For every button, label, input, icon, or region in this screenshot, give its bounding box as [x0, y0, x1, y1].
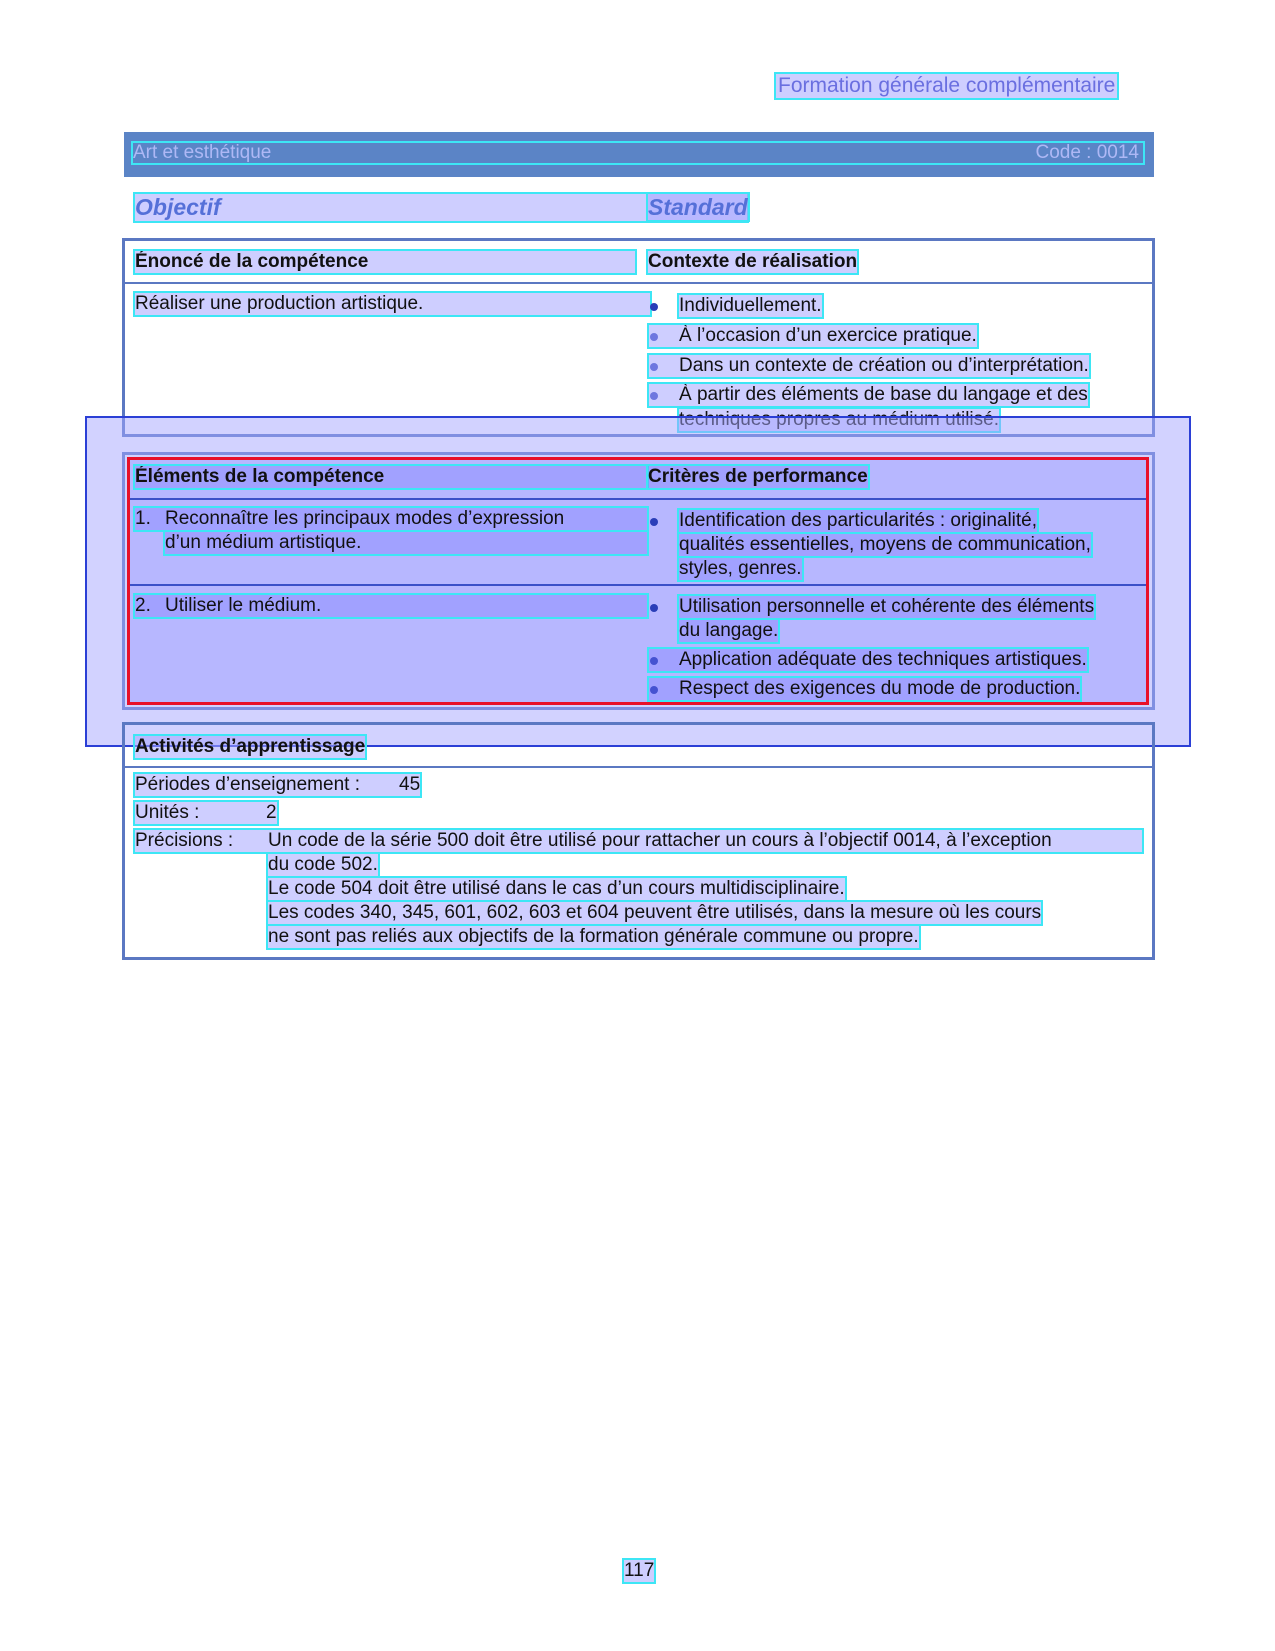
contexte-item: Dans un contexte de création ou d’interprétation.: [649, 355, 1089, 377]
contexte-item: Individuellement.: [679, 295, 822, 316]
unites-row: [135, 802, 277, 824]
precisions-line: Les codes 340, 345, 601, 602, 603 et 604 peuvent être utilisés, dans la mesure où les cours: [268, 902, 1042, 923]
precisions-line: Un code de la série 500 doit être utilisé pour rattacher un cours à l’objectif 0014, à l’exception: [268, 830, 1052, 851]
periodes-value: 45: [399, 774, 421, 795]
critere-item: Identification des particularités : originalité,: [679, 510, 1038, 531]
element-number: 1.: [135, 508, 151, 529]
precisions-row: [135, 830, 1142, 852]
enonce-text: Réaliser une production artistique.: [135, 293, 650, 315]
bullet-icon: [650, 518, 658, 526]
critere-item: Application adéquate des techniques artistiques.: [649, 649, 1087, 671]
bullet-icon: [650, 604, 658, 612]
element-text: Reconnaître les principaux modes d’expression: [165, 508, 565, 529]
critere-item: Utilisation personnelle et cohérente des éléments: [679, 596, 1095, 617]
critere-item: Respect des exigences du mode de production.: [649, 678, 1080, 700]
divider: [130, 584, 1146, 586]
element-text: Utiliser le médium.: [165, 595, 322, 616]
critere-item-continued: du langage.: [679, 620, 779, 641]
critere-item-continued: styles, genres.: [679, 558, 802, 579]
periodes-label: Périodes d’enseignement :: [135, 774, 360, 795]
precisions-line: du code 502.: [268, 854, 378, 875]
document-section-header: Formation générale complémentaire: [778, 74, 1116, 97]
title-bar-content: [133, 143, 1143, 163]
enonce-label: Énoncé de la compétence: [135, 251, 635, 273]
subject-title: Art et esthétique: [133, 142, 272, 163]
element-item-1: [135, 508, 647, 530]
criteres-label: Critères de performance: [648, 466, 868, 487]
element-item-2: [135, 595, 647, 617]
contexte-item: À l’occasion d’un exercice pratique.: [649, 325, 977, 347]
divider: [130, 498, 1146, 500]
title-bar: [124, 132, 1154, 177]
contexte-item: À partir des éléments de base du langage et des: [649, 384, 1088, 406]
activites-label: Activités d’apprentissage: [135, 736, 366, 757]
precisions-label: Précisions :: [135, 830, 234, 851]
course-code: Code : 0014: [1035, 142, 1139, 163]
divider: [124, 282, 1153, 284]
bullet-icon: [650, 303, 658, 311]
elements-label: Éléments de la compétence: [135, 466, 647, 488]
periodes-row: [135, 774, 420, 796]
element-text-continued: d’un médium artistique.: [165, 532, 647, 554]
unites-label: Unités :: [135, 802, 200, 823]
unites-value: 2: [266, 802, 277, 823]
page-number: 117: [624, 1560, 655, 1581]
contexte-label: Contexte de réalisation: [648, 251, 858, 272]
divider: [124, 766, 1153, 768]
critere-item-continued: qualités essentielles, moyens de communication,: [679, 534, 1091, 555]
precisions-line: Le code 504 doit être utilisé dans le cas d’un cours multidisciplinaire.: [268, 878, 845, 899]
precisions-line: ne sont pas reliés aux objectifs de la formation générale commune ou propre.: [268, 926, 919, 947]
element-number: 2.: [135, 595, 151, 616]
standard-heading: Standard: [648, 194, 748, 220]
objectif-heading: Objectif: [135, 194, 747, 221]
